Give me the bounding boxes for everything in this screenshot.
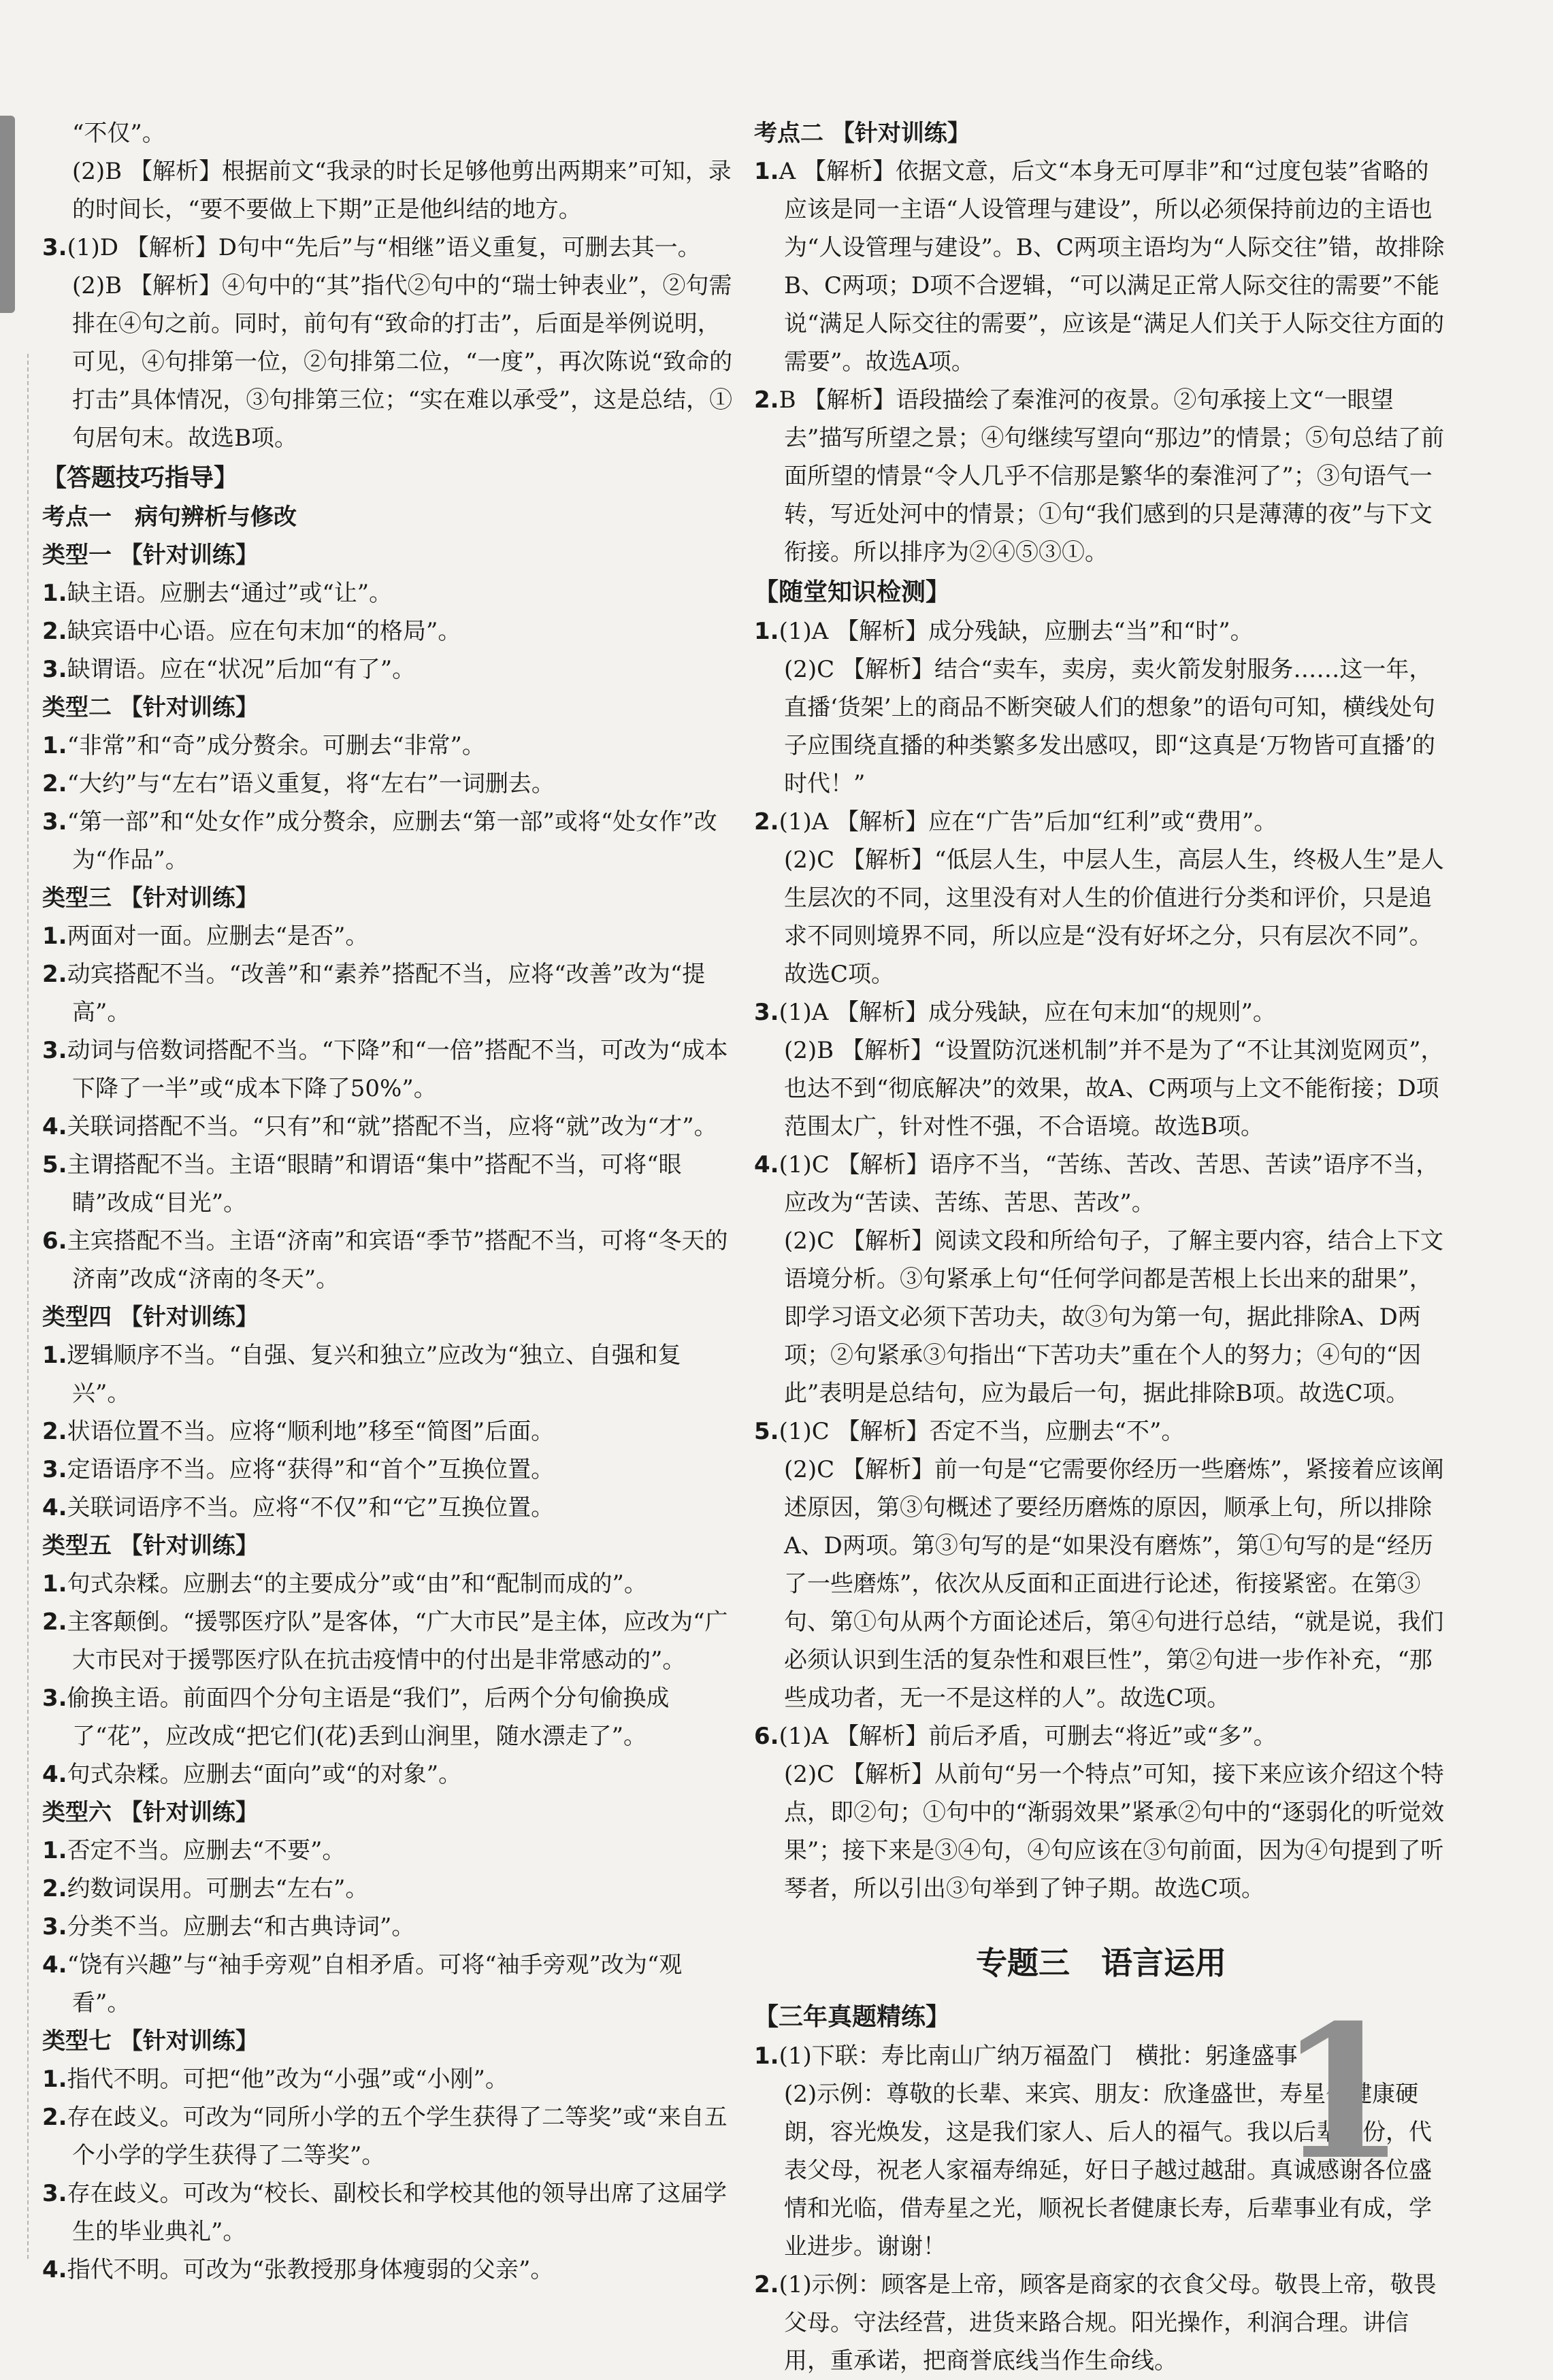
answer-continuation: (2)B 【解析】“设置防沉迷机制”并不是为了“不让其浏览网页”，也达不到“彻底解决”的效果，故A、C两项与上文不能衔接；D项范围太广，针对性不强，不合语境。故选B项。 xyxy=(784,1037,1444,1140)
item-number: 6. xyxy=(754,1723,779,1750)
item-number: 2. xyxy=(42,1875,67,1902)
item-text: B 【解析】语段描绘了秦淮河的夜景。②句承接上文“一眼望去”描写所望之景；④句继续写望向“那边”的情景；⑤句总结了前面所望的情景“令人几乎不信那是繁华的秦淮河了”；③句语气一转，写近处河中的情景；①句“我们感到的只是薄薄的夜”与下文衔接。所以排序为②④⑤③①。 xyxy=(779,386,1445,566)
item-number: 5. xyxy=(42,1151,67,1178)
answer-item xyxy=(42,803,736,879)
item-number: 5. xyxy=(754,1418,779,1445)
item-number: 2. xyxy=(754,386,779,414)
item-text: 存在歧义。可改为“同所小学的五个学生获得了二等奖”或“来自五个小学的学生获得了二等奖”。 xyxy=(67,2104,728,2169)
answer-item xyxy=(42,1946,736,2022)
answer-continuation: (2)示例：尊敬的长辈、来宾、朋友：欣逢盛世，寿星公健康硬朗，容光焕发，这是我们家人、后人的福气。我以后辈身份，代表父母，祝老人家福寿绵延，好日子越过越甜。真诚感谢各位盛情和光临，借寿星之光，顺祝长者健康长寿，后辈事业有成，学业进步。谢谢！ xyxy=(784,2081,1432,2260)
item-number: 1. xyxy=(754,618,779,645)
answer-item xyxy=(42,1222,736,1298)
answer-continuation: (2)C 【解析】阅读文段和所给句子，了解主要内容，结合上下文语境分析。③句紧承上句“任何学问都是苦根上长出来的甜果”，即学习语文必须下苦功夫，故③句为第一句，据此排除A、D两项；②句紧承③句指出“下苦功夫”重在个人的努力；④句的“因此”表明是总结句，应为最后一句，据此排除B项。故选C项。 xyxy=(784,1227,1443,1407)
answer-item xyxy=(42,650,736,689)
item-text: 偷换主语。前面四个分句主语是“我们”，后两个分句偷换成了“花”，应改成“把它们(花)丢到山涧里，随水漂走了”。 xyxy=(67,1685,670,1750)
answer-item xyxy=(754,993,1448,1031)
subsection-heading: 考点二 【针对训练】 xyxy=(754,120,970,147)
answer-item xyxy=(42,2251,736,2289)
item-number: 1. xyxy=(42,2066,67,2093)
side-tab xyxy=(0,116,15,313)
item-text: “饶有兴趣”与“袖手旁观”自相矛盾。可将“袖手旁观”改为“观看”。 xyxy=(67,1951,683,2017)
item-number: 1. xyxy=(754,158,779,185)
item-text: 逻辑顺序不当。“自强、复兴和独立”应改为“独立、自强和复兴”。 xyxy=(67,1342,681,1407)
item-number: 1. xyxy=(42,580,67,607)
item-number: 4. xyxy=(42,1494,67,1521)
item-number: 3. xyxy=(754,999,779,1026)
item-text: (1)A 【解析】成分残缺，应删去“当”和“时”。 xyxy=(779,618,1254,645)
subsection-heading: 类型三 【针对训练】 xyxy=(42,885,259,912)
item-text: 主宾搭配不当。主语“济南”和宾语“季节”搭配不当，可将“冬天的济南”改成“济南的冬天”。 xyxy=(67,1227,728,1293)
answer-continuation: (2)B 【解析】根据前文“我录的时长足够他剪出两期来”可知，录的时间长，“要不要做上下期”正是他纠结的地方。 xyxy=(72,158,732,223)
item-number: 4. xyxy=(42,1761,67,1788)
item-text: 动词与倍数词搭配不当。“下降”和“一倍”搭配不当，可改为“成本下降了一半”或“成本下降了50%”。 xyxy=(67,1037,728,1102)
item-text: 指代不明。可把“他”改为“小强”或“小刚”。 xyxy=(67,2066,508,2093)
item-text: 缺主语。应删去“通过”或“让”。 xyxy=(67,580,393,607)
item-text: 缺谓语。应在“状况”后加“有了”。 xyxy=(67,656,416,683)
answer-item xyxy=(42,1451,736,1489)
answer-item xyxy=(42,1031,736,1108)
chapter-title: 专题三 语言运用 xyxy=(976,1945,1226,1981)
answer-item xyxy=(42,1336,736,1412)
subsection-heading: 类型六 【针对训练】 xyxy=(42,1799,259,1826)
answer-item xyxy=(42,1565,736,1603)
item-text: 约数词误用。可删去“左右”。 xyxy=(67,1875,369,1902)
item-number: 2. xyxy=(754,808,779,836)
item-number: 1. xyxy=(42,732,67,759)
item-text: 主客颠倒。“援鄂医疗队”是客体，“广大市民”是主体，应改为“广大市民对于援鄂医疗队在抗击疫情中的付出是非常感动的”。 xyxy=(67,1608,728,1674)
answer-item xyxy=(754,2266,1448,2380)
answer-item xyxy=(42,1908,736,1946)
answer-item xyxy=(42,917,736,955)
subsection-heading: 类型一 【针对训练】 xyxy=(42,542,259,569)
item-text: (1)D 【解析】D句中“先后”与“相继”语义重复，可删去其一。 xyxy=(67,234,701,261)
answer-item xyxy=(42,612,736,650)
item-text: 句式杂糅。应删去“的主要成分”或“由”和“配制而成的”。 xyxy=(67,1570,647,1598)
answer-item xyxy=(42,2098,736,2175)
subsection-heading: 类型五 【针对训练】 xyxy=(42,1532,259,1559)
item-text: (1)C 【解析】语序不当，“苦练、苦改、苦思、苦读”语序不当，应改为“苦读、苦练、苦思、苦改”。 xyxy=(779,1151,1439,1217)
item-number: 2. xyxy=(42,961,67,988)
answer-item xyxy=(42,1108,736,1146)
item-number: 1. xyxy=(42,1570,67,1598)
item-number: 3. xyxy=(42,1685,67,1712)
item-number: 6. xyxy=(42,1227,67,1255)
item-text: “非常”和“奇”成分赘余。可删去“非常”。 xyxy=(67,732,485,759)
item-number: 2. xyxy=(754,2271,779,2298)
item-text: (1)下联：寿比南山广纳万福盈门 横批：躬逢盛事 xyxy=(779,2043,1298,2070)
item-number: 2. xyxy=(42,2104,67,2131)
item-number: 1. xyxy=(42,1342,67,1369)
answer-item xyxy=(42,1146,736,1222)
answer-item xyxy=(754,803,1448,841)
answer-item xyxy=(42,1832,736,1870)
item-text: (1)A 【解析】前后矛盾，可删去“将近”或“多”。 xyxy=(779,1723,1277,1750)
item-number: 3. xyxy=(42,1456,67,1483)
item-text: 动宾搭配不当。“改善”和“素养”搭配不当，应将“改善”改为“提高”。 xyxy=(67,961,706,1026)
item-text: (1)示例：顾客是上帝，顾客是商家的衣食父母。敬畏上帝，敬畏父母。守法经营，进货来路合规。阳光操作，利润合理。讲信用，重承诺，把商誉底线当作生命线。 xyxy=(779,2271,1437,2375)
item-text: 否定不当。应删去“不要”。 xyxy=(67,1837,346,1864)
item-number: 3. xyxy=(42,1037,67,1064)
answer-item xyxy=(42,765,736,803)
item-text: 状语位置不当。应将“顺利地”移至“简图”后面。 xyxy=(67,1418,555,1445)
item-text: 缺宾语中心语。应在句末加“的格局”。 xyxy=(67,618,461,645)
item-text: 关联词语序不当。应将“不仅”和“它”互换位置。 xyxy=(67,1494,555,1521)
item-text: (1)A 【解析】应在“广告”后加“红利”或“费用”。 xyxy=(779,808,1277,836)
answer-item xyxy=(42,955,736,1031)
item-text: 存在歧义。可改为“校长、副校长和学校其他的领导出席了这届学生的毕业典礼”。 xyxy=(67,2180,727,2245)
item-text: (1)A 【解析】成分残缺，应在句末加“的规则”。 xyxy=(779,999,1276,1026)
answer-continuation: (2)C 【解析】从前句“另一个特点”可知，接下来应该介绍这个特点，即②句；①句中的“渐弱效果”紧承②句中的“逐弱化的听觉效果”；接下来是③④句，④句应该在③句前面，因为④句提到了听琴者，所以引出③句举到了钟子期。故选C项。 xyxy=(784,1761,1445,1902)
answer-item xyxy=(42,2060,736,2098)
answer-item xyxy=(754,1717,1448,1755)
item-number: 4. xyxy=(42,2256,67,2283)
answer-item xyxy=(754,152,1448,381)
answer-item xyxy=(754,381,1448,572)
answer-item xyxy=(42,1870,736,1908)
item-number: 2. xyxy=(42,1418,67,1445)
answer-item xyxy=(754,612,1448,650)
page-number: 1 xyxy=(1278,1984,1406,2200)
answer-continuation: (2)C 【解析】结合“卖车，卖房，卖火箭发射服务……这一年，直播‘货架’上的商品不断突破人们的想象”的语句可知，横线处句子应围绕直播的种类繁多发出感叹，即“这真是‘万物皆可直播’的时代！” xyxy=(784,656,1435,797)
item-text: (1)C 【解析】否定不当，应删去“不”。 xyxy=(779,1418,1185,1445)
item-number: 3. xyxy=(42,1913,67,1940)
section-heading: 【答题技巧指导】 xyxy=(42,464,239,492)
item-text: 指代不明。可改为“张教授那身体瘦弱的父亲”。 xyxy=(67,2256,554,2283)
item-number: 4. xyxy=(754,1151,779,1178)
item-number: 3. xyxy=(42,656,67,683)
item-text: A 【解析】依据文意，后文“本身无可厚非”和“过度包装”省略的应该是同一主语“人设管理与建设”，所以必须保持前边的主语也为“人设管理与建设”。B、C两项主语均为“人际交往”错，故排除B、C两项；D项不合逻辑，“可以满足正常人际交往的需要”不能说“满足人际交往的需要”，应该是“满足人们关于人际交往方面的需要”。故选A项。 xyxy=(779,158,1445,376)
subsection-heading: 类型四 【针对训练】 xyxy=(42,1304,259,1331)
answer-item xyxy=(42,1603,736,1679)
answer-continuation: (2)C 【解析】前一句是“它需要你经历一些磨炼”，紧接着应该阐述原因，第③句概述了要经历磨炼的原因，顺承上句，所以排除A、D两项。第③句写的是“如果没有磨炼”，第①句写的是“经历了一些磨炼”，依次从反面和正面进行论述，衔接紧密。在第③句、第①句从两个方面论述后，第④句进行总结，“就是说，我们必须认识到生活的复杂性和艰巨性”，第②句进一步作补充，“那些成功者，无一不是这样的人”。故选C项。 xyxy=(784,1456,1444,1712)
answer-item xyxy=(42,1412,736,1451)
answer-continuation: “不仅”。 xyxy=(72,120,165,147)
answer-continuation: (2)B 【解析】④句中的“其”指代②句中的“瑞士钟表业”，②句需排在④句之前。同时，前句有“致命的打击”，后面是举例说明，可见，④句排第一位，②句排第二位，“一度”，再次陈说“致命的打击”具体情况，③句排第三位；“实在难以承受”，这是总结，①句居句末。故选B项。 xyxy=(72,272,733,452)
column-guide-line xyxy=(27,354,29,2259)
item-number: 4. xyxy=(42,1951,67,1979)
item-number: 1. xyxy=(42,923,67,950)
item-number: 3. xyxy=(42,234,67,261)
section-heading: 【三年真题精练】 xyxy=(754,2003,951,2031)
left-column xyxy=(42,114,736,2289)
item-text: 关联词搭配不当。“只有”和“就”搭配不当，应将“就”改为“才”。 xyxy=(67,1113,717,1140)
answer-item xyxy=(42,229,736,267)
subsection-heading: 类型七 【针对训练】 xyxy=(42,2028,259,2055)
item-text: “第一部”和“处女作”成分赘余，应删去“第一部”或将“处女作”改为“作品”。 xyxy=(67,808,717,874)
item-number: 1. xyxy=(754,2043,779,2070)
answer-item xyxy=(42,1755,736,1794)
item-number: 2. xyxy=(42,1608,67,1636)
subsection-heading: 类型二 【针对训练】 xyxy=(42,694,259,721)
answer-continuation: (2)C 【解析】“低层人生，中层人生，高层人生，终极人生”是人生层次的不同，这里没有对人生的价值进行分类和评价，只是追求不同则境界不同，所以应是“没有好坏之分，只有层次不同”。故选C项。 xyxy=(784,846,1444,988)
item-text: 两面对一面。应删去“是否”。 xyxy=(67,923,369,950)
item-number: 1. xyxy=(42,1837,67,1864)
answer-item xyxy=(42,1489,736,1527)
item-text: 句式杂糅。应删去“面向”或“的对象”。 xyxy=(67,1761,462,1788)
answer-item xyxy=(42,727,736,765)
item-number: 3. xyxy=(42,2180,67,2207)
item-text: 分类不当。应删去“和古典诗词”。 xyxy=(67,1913,415,1940)
answer-item xyxy=(754,1412,1448,1451)
item-text: “大约”与“左右”语义重复，将“左右”一词删去。 xyxy=(67,770,555,797)
answer-item xyxy=(754,1146,1448,1222)
section-heading: 【随堂知识检测】 xyxy=(754,578,951,606)
answer-item xyxy=(42,2175,736,2251)
answer-item xyxy=(42,574,736,612)
answer-item xyxy=(42,1679,736,1755)
item-text: 主谓搭配不当。主语“眼睛”和谓语“集中”搭配不当，可将“眼睛”改成“目光”。 xyxy=(67,1151,682,1217)
item-number: 2. xyxy=(42,770,67,797)
item-number: 4. xyxy=(42,1113,67,1140)
item-number: 2. xyxy=(42,618,67,645)
item-number: 3. xyxy=(42,808,67,836)
item-text: 定语语序不当。应将“获得”和“首个”互换位置。 xyxy=(67,1456,555,1483)
subsection-heading: 考点一 病句辨析与修改 xyxy=(42,503,297,531)
